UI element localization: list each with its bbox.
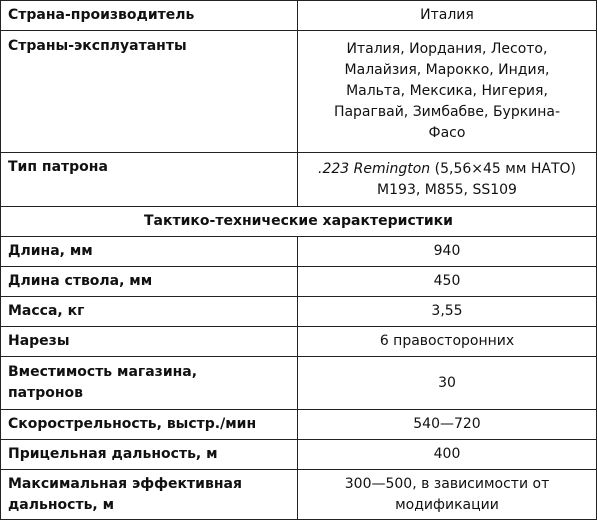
row-label: Скорострельность, выстр./мин [1,410,298,440]
row-label: Длина ствола, мм [1,267,298,297]
table-row [1,207,597,237]
value-line: Италия, Иордания, Лесото, [346,41,548,58]
row-value: 940 [298,237,597,267]
row-value [298,470,597,520]
value-line: модификации [395,496,499,513]
label-line: Вместимость магазина, [8,364,198,381]
row-label: Прицельная дальность, м [1,440,298,470]
row-value: 3,55 [298,297,597,327]
label-line: Максимальная эффективная [8,475,242,492]
table-row [1,1,597,31]
row-value [298,153,597,207]
cartridge-name: .223 Remington [318,160,431,177]
row-label [1,357,298,410]
table-row [1,153,597,207]
value-line: M193, M855, SS109 [377,181,517,198]
table-row [1,267,597,297]
row-label: Страна-производитель [1,1,298,31]
value-line: Малайзия, Марокко, Индия, [344,62,550,79]
table-row [1,470,597,520]
table-row [1,357,597,410]
table-row [1,327,597,357]
table-row [1,237,597,267]
table-row [1,31,597,153]
table-row [1,410,597,440]
value-line [304,159,590,180]
row-label: Длина, мм [1,237,298,267]
value-line: Мальта, Мексика, Нигерия, [346,83,548,100]
value-line: Парагвай, Зимбабве, Буркина- [333,104,561,121]
cartridge-spec: (5,56×45 мм НАТО) [430,160,576,177]
row-label: Тип патрона [1,153,298,207]
row-value: 400 [298,440,597,470]
row-value [298,31,597,153]
row-value: 30 [298,357,597,410]
row-label: Страны-эксплуатанты [1,31,298,153]
section-header: Тактико-технические характеристики [1,207,597,237]
row-value: 540—720 [298,410,597,440]
table-row [1,297,597,327]
table-row [1,440,597,470]
label-line: патронов [8,385,84,402]
row-label: Масса, кг [1,297,298,327]
label-line: дальность, м [8,496,115,513]
row-label: Нарезы [1,327,298,357]
row-value: 450 [298,267,597,297]
row-value: 6 правосторонних [298,327,597,357]
value-line: 300—500, в зависимости от [344,475,550,492]
value-line: Фасо [428,125,466,142]
row-value: Италия [298,1,597,31]
row-label [1,470,298,520]
